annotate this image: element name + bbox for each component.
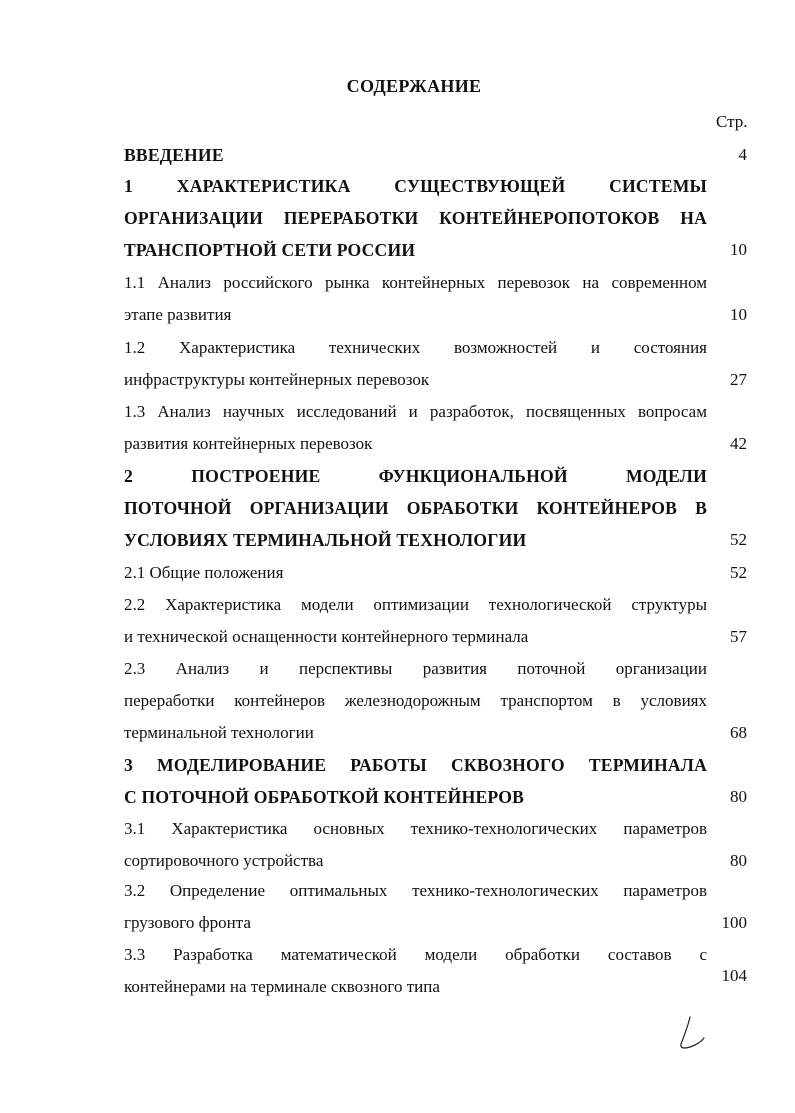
toc-page-number: 10 [730,305,747,324]
toc-entry-line: 1.3 Анализ научных исследований и разработок, посвященных вопросам [124,402,707,421]
toc-entry-line: 2.3 Анализ и перспективы развития поточной организации [124,659,707,678]
toc-entry-line: и технической оснащенности контейнерного терминала [124,627,529,646]
toc-page-number: 52 [730,563,747,582]
toc-page-number: 80 [730,787,747,806]
toc-entry-line: 2.1 Общие положения [124,563,284,582]
toc-entry-line: контейнерами на терминале сквозного типа [124,977,440,996]
toc-entry-line: 3.1 Характеристика основных технико-технологических параметров [124,819,707,838]
toc-entry-line: ТРАНСПОРТНОЙ СЕТИ РОССИИ [124,240,416,260]
toc-page-number: 57 [730,627,747,646]
toc-entry-line: терминальной технологии [124,723,314,742]
toc-page-number: 68 [730,723,747,742]
toc-entry-line: С ПОТОЧНОЙ ОБРАБОТКОЙ КОНТЕЙНЕРОВ [124,787,525,807]
toc-entry-line: 2 ПОСТРОЕНИЕ ФУНКЦИОНАЛЬНОЙ МОДЕЛИ [124,466,707,486]
toc-entry-line: УСЛОВИЯХ ТЕРМИНАЛЬНОЙ ТЕХНОЛОГИИ [124,530,527,550]
toc-entry-line: переработки контейнеров железнодорожным транспортом в условиях [124,691,707,710]
toc-entry-line: инфраструктуры контейнерных перевозок [124,370,430,389]
toc-entry-line: сортировочного устройства [124,851,324,870]
toc-entry-line: 1 ХАРАКТЕРИСТИКА СУЩЕСТВУЮЩЕЙ СИСТЕМЫ [124,176,707,196]
toc-entry-line: ВВЕДЕНИЕ [124,145,224,165]
toc-entry-line: 3.3 Разработка математической модели обработки составов с [124,945,707,964]
toc-entry-line: развития контейнерных перевозок [124,434,373,453]
handwritten-mark-icon [676,1014,712,1054]
toc-entry-line: 1.2 Характеристика технических возможностей и состояния [124,338,707,357]
toc-page-number: 100 [721,913,747,932]
toc-entry-line: этапе развития [124,305,232,324]
toc-page-number: 4 [738,145,747,164]
toc-page-number: 80 [730,851,747,870]
toc-entry-line: ОРГАНИЗАЦИИ ПЕРЕРАБОТКИ КОНТЕЙНЕРОПОТОКОВ НА [124,208,707,228]
toc-page-number: 27 [730,370,747,389]
toc-page-number: 52 [730,530,747,549]
page-column-header: Стр. [716,112,748,131]
toc-entry-line: ПОТОЧНОЙ ОРГАНИЗАЦИИ ОБРАБОТКИ КОНТЕЙНЕРОВ В [124,498,707,518]
toc-page-number: 104 [721,966,747,985]
toc-page-number: 10 [730,240,747,259]
toc-entry-line: 3.2 Определение оптимальных технико-технологических параметров [124,881,707,900]
toc-entry-line: грузового фронта [124,913,251,932]
toc-entry-line: 3 МОДЕЛИРОВАНИЕ РАБОТЫ СКВОЗНОГО ТЕРМИНАЛА [124,755,707,775]
page-title: СОДЕРЖАНИЕ [346,76,482,96]
toc-entry-line: 2.2 Характеристика модели оптимизации технологической структуры [124,595,707,614]
toc-page-number: 42 [730,434,747,453]
toc-entry-line: 1.1 Анализ российского рынка контейнерных перевозок на современном [124,273,707,292]
